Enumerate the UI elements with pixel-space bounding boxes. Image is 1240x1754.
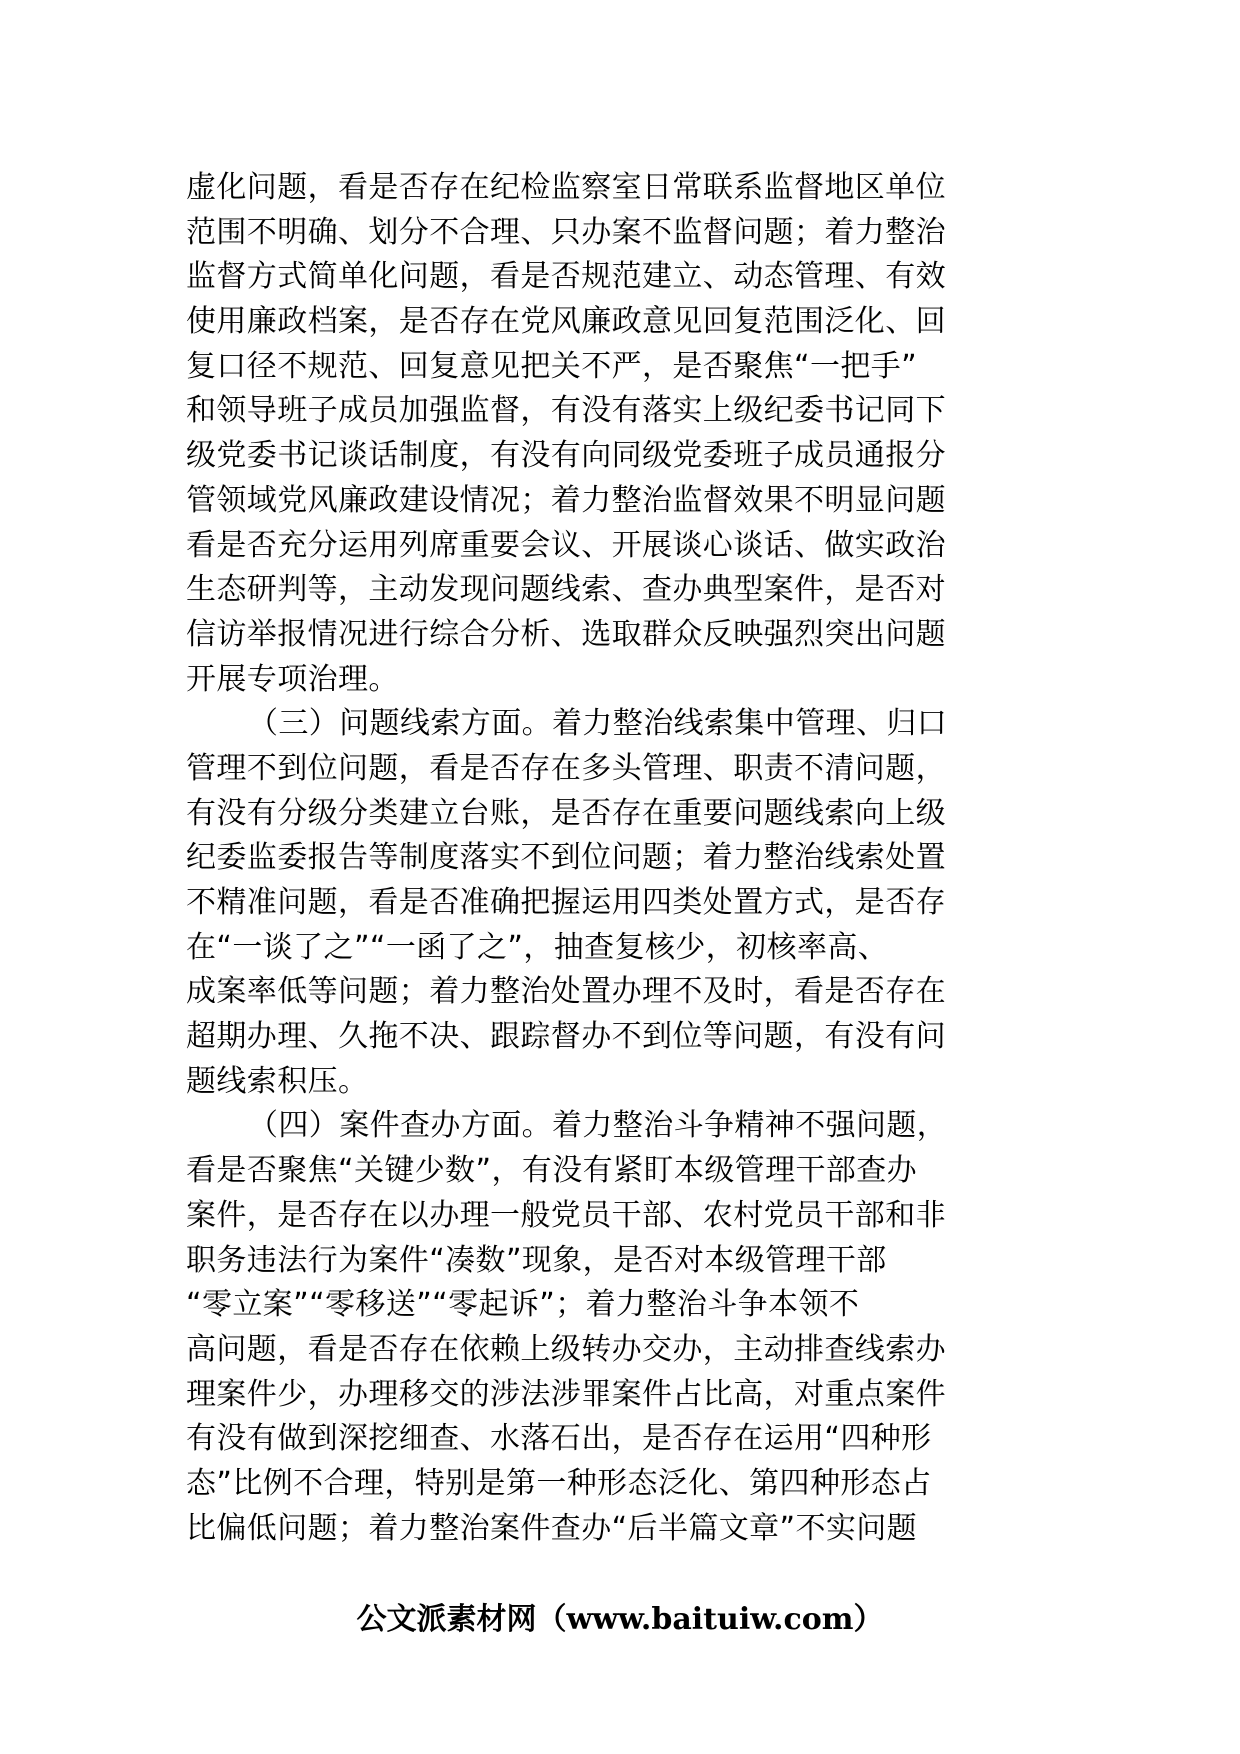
text-line: 比偏低问题；着力整治案件查办“后半篇文章”不实问题 [186,1510,918,1546]
text-line: 态”比例不合理，特别是第一种形态泛化、第四种形态占 [186,1465,932,1501]
text-line: 管领域党风廉政建设情况；着力整治监督效果不明显问题 [186,482,946,518]
text-line: 不精准问题，看是否准确把握运用四类处置方式，是否存 [186,885,946,920]
text-line: 职务违法行为案件“凑数”现象，是否对本级管理干部 [186,1242,887,1278]
text-line: 和领导班子成员加强监督，有没有落实上级纪委书记同下 [186,393,946,429]
text-line: 理案件少，办理移交的涉法涉罪案件占比高，对重点案件 [186,1376,946,1412]
text-line: 纪委监委报告等制度落实不到位问题；着力整治线索处置 [186,840,946,876]
text-line: 成案率低等问题；着力整治处置办理不及时，看是否存在 [186,974,946,1010]
text-line: 案件，是否存在以办理一般党员干部、农村党员干部和非 [186,1197,946,1233]
text-line: 虚化问题，看是否存在纪检监察室日常联系监督地区单位 [186,170,946,205]
text-line: 有没有做到深挖细查、水落石出，是否存在运用“四种形 [186,1421,932,1457]
text-line: 开展专项治理。 [186,661,399,697]
text-line: 看是否充分运用列席重要会议、开展谈心谈话、做实政治 [186,527,946,563]
paragraph-first-line: （四）案件查办方面。着力整治斗争精神不强问题， [248,1108,948,1144]
text-line: 监督方式简单化问题，看是否规范建立、动态管理、有效 [186,259,946,295]
text-line: 有没有分级分类建立台账，是否存在重要问题线索向上级 [186,795,946,831]
text-line: 信访举报情况进行综合分析、选取群众反映强烈突出问题 [186,616,946,652]
text-line: 管理不到位问题，看是否存在多头管理、职责不清问题， [186,750,946,786]
text-line: 高问题，看是否存在依赖上级转办交办，主动排查线索办 [186,1331,946,1367]
text-line: 范围不明确、划分不合理、只办案不监督问题；着力整治 [186,214,946,250]
text-line: “零立案”“零移送”“零起诉”；着力整治斗争本领不 [186,1287,860,1323]
text-line: 生态研判等，主动发现问题线索、查办典型案件，是否对 [186,572,946,608]
text-line: 复口径不规范、回复意见把关不严，是否聚焦“一把手” [186,348,918,384]
text-line: 看是否聚焦“关键少数”，有没有紧盯本级管理干部查办 [186,1153,918,1189]
text-line: 超期办理、久拖不决、跟踪督办不到位等问题，有没有问 [186,1019,946,1055]
text-line: 使用廉政档案，是否存在党风廉政意见回复范围泛化、回 [186,304,946,340]
paragraph-first-line: （三）问题线索方面。着力整治线索集中管理、归口 [248,706,948,742]
text-line: 在“一谈了之”“一函了之”，抽查复核少，初核率高、 [186,929,889,965]
footer-watermark: 公文派素材网（www.baituiw.com） [356,1602,884,1637]
text-line: 题线索积压。 [186,1063,369,1099]
document-body [186,166,1056,1551]
text-line: 级党委书记谈话制度，有没有向同级党委班子成员通报分 [186,438,946,474]
